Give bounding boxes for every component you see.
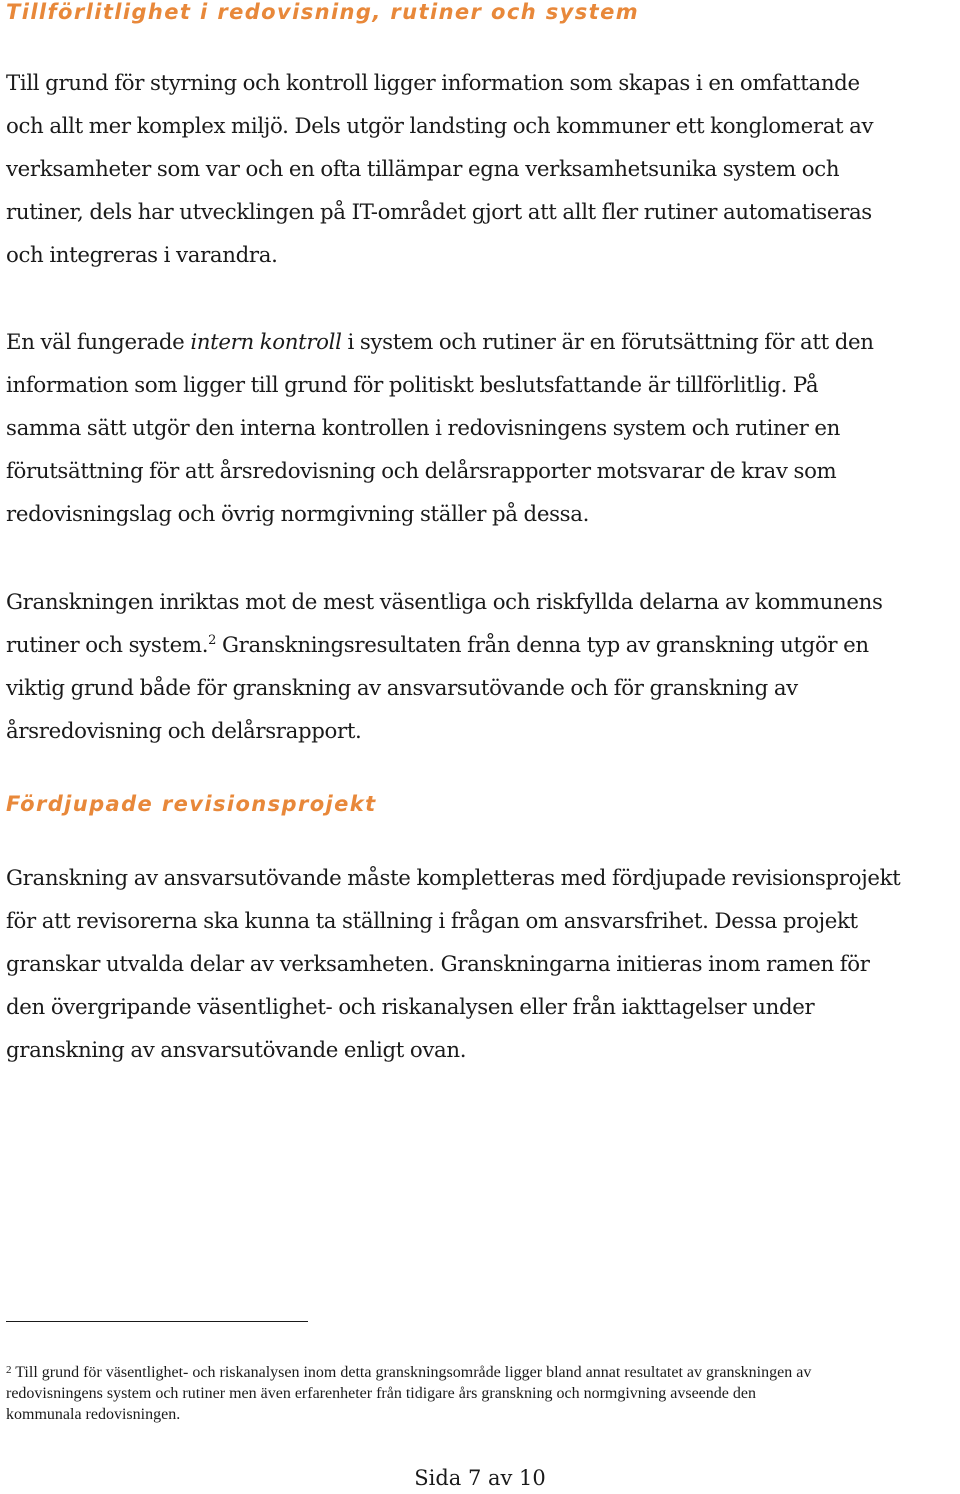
text-run: Till grund för väsentlighet- och riskanalysen inom detta granskningsområde ligger bland annat resultatet av granskningen av (11, 1364, 812, 1381)
text-line: information som ligger till grund för politiskt beslutsfattande är tillförlitlig. På (6, 373, 819, 398)
text-line: och integreras i varandra. (6, 243, 278, 268)
text-run: En väl fungerade (6, 330, 191, 355)
text-line: viktig grund både för granskning av ansvarsutövande och för granskning av (6, 676, 798, 701)
footnote-line (6, 1362, 956, 1383)
page-number: Sida 7 av 10 (414, 1466, 546, 1490)
text-line: redovisningslag och övrig normgivning ställer på dessa. (6, 502, 590, 527)
text-run: i system och rutiner är en förutsättning för att den (341, 330, 874, 355)
text-line: Granskningen inriktas mot de mest väsentliga och riskfyllda delarna av kommunens (6, 590, 883, 615)
text-line: den övergripande väsentlighet- och riskanalysen eller från iakttagelser under (6, 995, 815, 1020)
text-line: verksamheter som var och en ofta tillämpar egna verksamhetsunika system och (6, 157, 840, 182)
text-line: och allt mer komplex miljö. Dels utgör landsting och kommuner ett konglomerat av (6, 114, 874, 139)
section-heading-reliability: Tillförlitlighet i redovisning, rutiner och system (6, 0, 640, 24)
paragraph-information-environment (6, 62, 958, 277)
text-run: rutiner och system. (6, 633, 209, 658)
text-line: rutiner, dels har utvecklingen på IT-området gjort att allt fler rutiner automatiseras (6, 200, 872, 225)
paragraph-audit-focus (6, 581, 958, 753)
text-line (6, 321, 958, 364)
section-heading-in-depth-projects: Fördjupade revisionsprojekt (6, 792, 377, 816)
footnote-reference[interactable]: 2 (208, 633, 217, 648)
paragraph-in-depth-projects (6, 857, 958, 1072)
footnote (6, 1362, 956, 1425)
footnote-separator (6, 1321, 308, 1322)
footnote-line: kommunala redovisningen. (6, 1406, 181, 1423)
text-line: Granskning av ansvarsutövande måste kompletteras med fördjupade revisionsprojekt (6, 866, 901, 891)
text-line: samma sätt utgör den interna kontrollen i redovisningens system och rutiner en (6, 416, 840, 441)
footnote-number: 2 (6, 1364, 12, 1376)
text-line: årsredovisning och delårsrapport. (6, 719, 362, 744)
text-line: granskar utvalda delar av verksamheten. Granskningarna initieras inom ramen för (6, 952, 870, 977)
text-line (6, 624, 958, 667)
text-run: Granskningsresultaten från denna typ av granskning utgör en (216, 633, 869, 658)
text-line: förutsättning för att årsredovisning och delårsrapporter motsvarar de krav som (6, 459, 837, 484)
text-line: granskning av ansvarsutövande enligt ovan. (6, 1038, 467, 1063)
emphasis-intern-kontroll: intern kontroll (190, 330, 342, 355)
paragraph-internal-control (6, 321, 958, 536)
text-line: för att revisorerna ska kunna ta ställning i frågan om ansvarsfrihet. Dessa projekt (6, 909, 858, 934)
text-line: Till grund för styrning och kontroll ligger information som skapas i en omfattande (6, 71, 860, 96)
footnote-line: redovisningens system och rutiner men även erfarenheter från tidigare års granskning och normgivning avseende den (6, 1385, 756, 1402)
